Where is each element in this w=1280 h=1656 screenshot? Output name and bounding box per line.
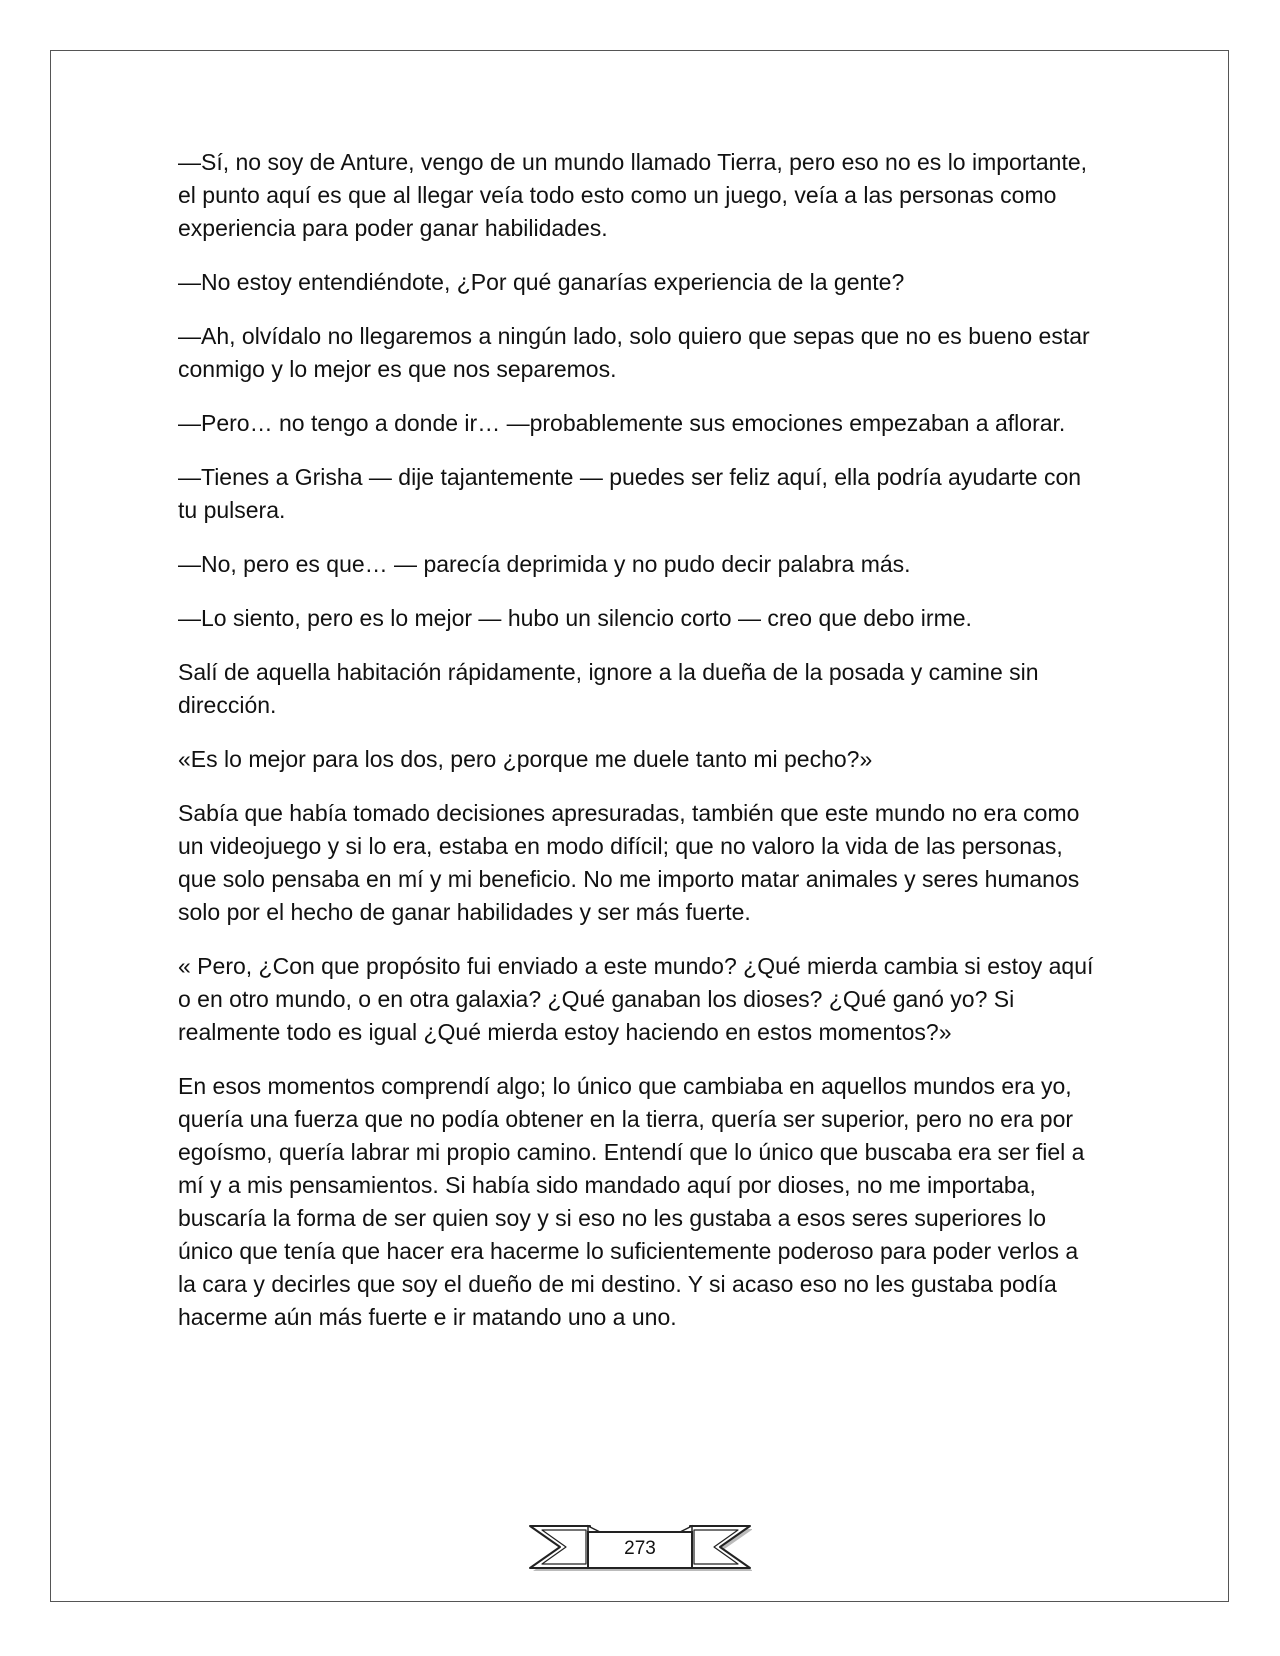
paragraph: —No estoy entendiéndote, ¿Por qué ganarías experiencia de la gente? <box>178 269 905 295</box>
paragraph: —Tienes a Grisha — dije tajantemente — puedes ser feliz aquí, ella podría ayudarte con tu pulsera. <box>178 464 1082 523</box>
paragraph: Sabía que había tomado decisiones apresuradas, también que este mundo no era como un videojuego y si lo era, estaba en modo difícil; que no valoro la vida de las personas, que solo pensaba en mí y mi beneficio. No me importo matar animales y seres humanos solo por el hecho de ganar habilidades y ser más fuerte. <box>178 800 1080 925</box>
paragraph: En esos momentos comprendí algo; lo único que cambiaba en aquellos mundos era yo, quería una fuerza que no podía obtener en la tierra, quería ser superior, pero no era por egoísmo, quería labrar mi propio camino. Entendí que lo único que buscaba era ser fiel a mí y a mis pensamientos. Si había sido mandado aquí por dioses, no me importaba, buscaría la forma de ser quien soy y si eso no les gustaba a esos seres superiores lo único que tenía que hacer era hacerme lo suficientemente poderoso para poder verlos a la cara y decirles que soy el dueño de mi destino. Y si acaso eso no les gustaba podía hacerme aún más fuerte e ir matando uno a uno. <box>178 1073 1085 1330</box>
paragraph: —Sí, no soy de Anture, vengo de un mundo llamado Tierra, pero eso no es lo importante, el punto aquí es que al llegar veía todo esto como un juego, veía a las personas como experiencia para poder ganar habilidades. <box>178 149 1088 241</box>
paragraph: «Es lo mejor para los dos, pero ¿porque me duele tanto mi pecho?» <box>178 746 873 772</box>
paragraph: —No, pero es que… — parecía deprimida y no pudo decir palabra más. <box>178 551 911 577</box>
paragraph: —Ah, olvídalo no llegaremos a ningún lado, solo quiero que sepas que no es bueno estar conmigo y lo mejor es que nos separemos. <box>178 323 1090 382</box>
page-number: 273 <box>624 1538 656 1559</box>
paragraph: —Pero… no tengo a donde ir… —probablemente sus emociones empezaban a aflorar. <box>178 410 1066 436</box>
body-text <box>178 146 1098 1355</box>
paragraph: —Lo siento, pero es lo mejor — hubo un silencio corto — creo que debo irme. <box>178 605 972 631</box>
paragraph: Salí de aquella habitación rápidamente, ignore a la dueña de la posada y camine sin dirección. <box>178 659 1039 718</box>
paragraph: « Pero, ¿Con que propósito fui enviado a este mundo? ¿Qué mierda cambia si estoy aquí o en otro mundo, o en otra galaxia? ¿Qué ganaban los dioses? ¿Qué ganó yo? Si realmente todo es igual ¿Qué mierda estoy haciendo en estos momentos?» <box>178 953 1094 1045</box>
